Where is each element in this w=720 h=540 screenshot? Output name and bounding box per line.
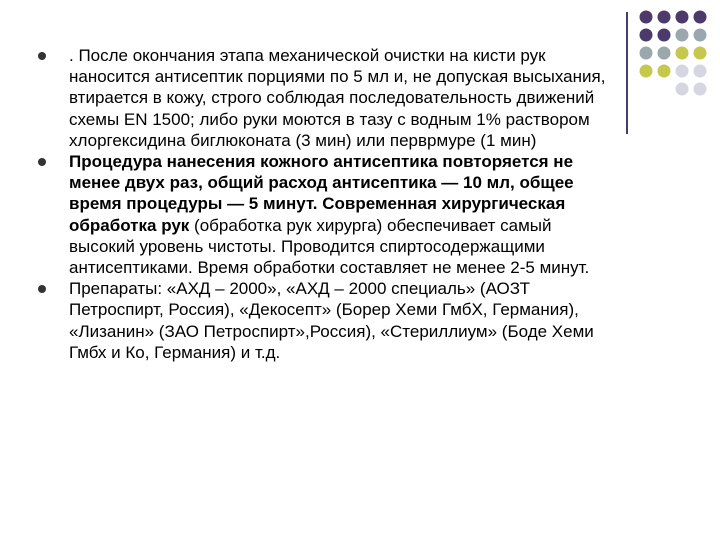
decorative-dot — [694, 11, 707, 24]
decorative-dot — [676, 83, 689, 96]
decorative-dot — [640, 11, 653, 24]
item-text: Препараты: «АХД – 2000», «АХД – 2000 специаль» (АОЗТ Петроспирт, Россия), «Декосепт» (Борер Хеми ГмбХ, Германия), «Лизанин» (ЗАО Петроспирт»,Россия), «Стериллиум» (Боде Хеми Гмбх и Ко, Германия) и т.д. — [69, 279, 594, 362]
decorative-dot — [676, 65, 689, 78]
decorative-dot — [676, 47, 689, 60]
bullet-dot-icon — [38, 285, 46, 293]
decorative-dot — [658, 65, 671, 78]
decorative-dot — [640, 65, 653, 78]
list-item — [38, 278, 618, 363]
decorative-dot — [694, 83, 707, 96]
decorative-dot — [640, 47, 653, 60]
decorative-dot — [694, 47, 707, 60]
bullet-dot-icon — [38, 52, 46, 60]
item-text: . После окончания этапа механической очистки на кисти рук наносится антисептик порциями по 5 мл и, не допуская высыхания, втирается в кожу, строго соблюдая последовательность движений схемы EN 1500; либо руки моются в тазу с водным 1% раствором хлоргексидина биглюконата (3 мин) или перврмуре (1 мин) — [69, 46, 606, 150]
decorative-dot — [658, 29, 671, 42]
decorative-dot — [694, 29, 707, 42]
list-item — [38, 151, 618, 278]
decorative-dot — [694, 65, 707, 78]
decorative-dot — [658, 47, 671, 60]
item-bold-text: Процедура нанесения кожного антисептика повторяется не менее двух раз, общий расход антисептика — 10 мл, общее время процедуры — 5 минут. Современная хирургическая обработка рук — [69, 152, 574, 235]
decorative-dot — [676, 11, 689, 24]
item-text: (обработка рук хирурга) обеспечивает самый высокий уровень чистоты. Проводится спиртосодержащими антисептиками. Время обработки составляет не менее 2-5 минут. — [69, 215, 590, 278]
list-item — [38, 45, 618, 151]
decorative-dot — [640, 29, 653, 42]
decorative-dot — [658, 11, 671, 24]
decorative-vertical-line — [626, 12, 628, 134]
bullet-dot-icon — [38, 158, 46, 166]
slide-body — [38, 45, 618, 363]
decorative-dot — [676, 29, 689, 42]
